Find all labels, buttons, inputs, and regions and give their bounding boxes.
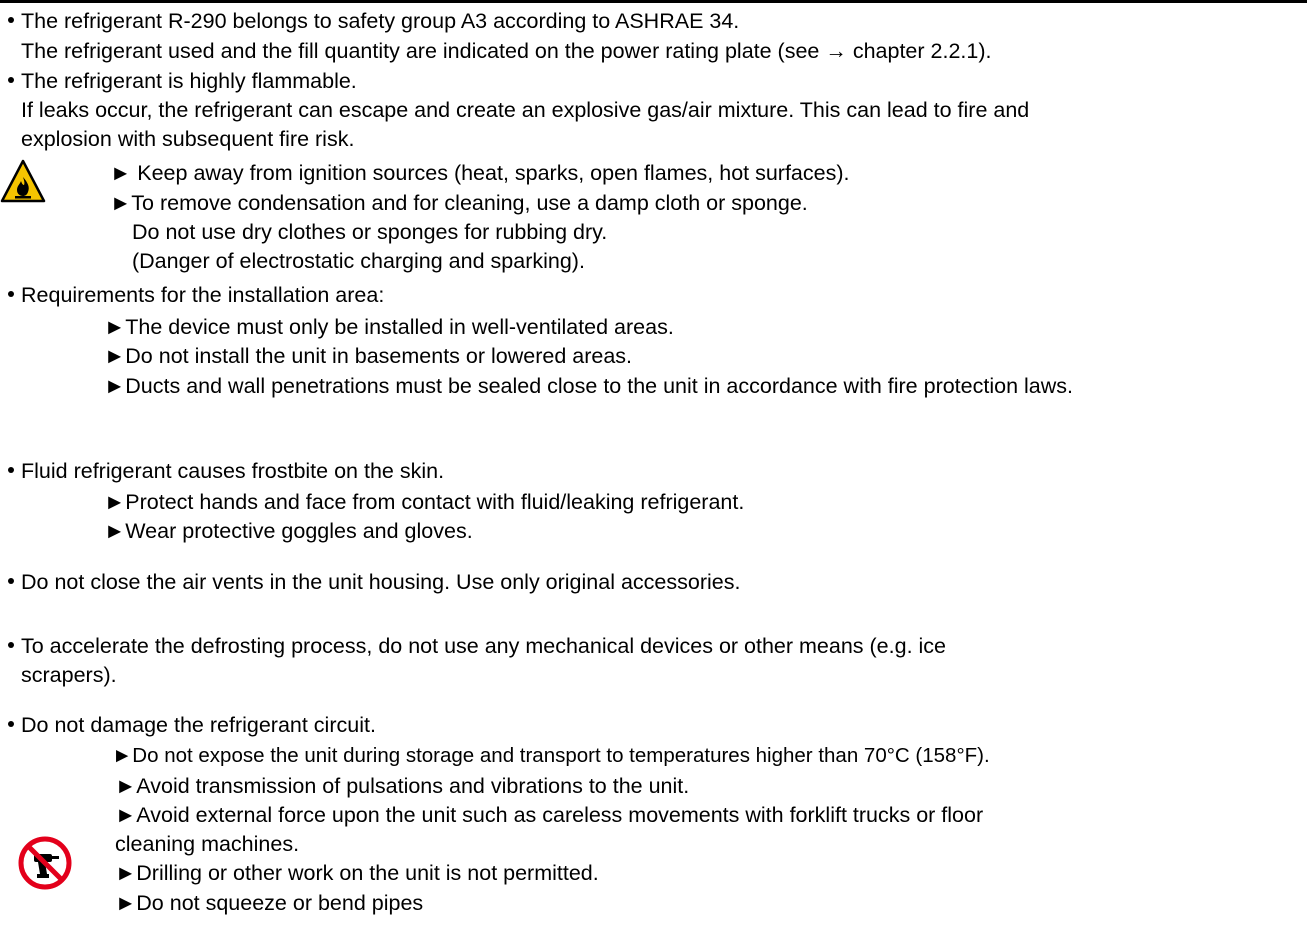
text-line: Do not expose the unit during storage and transport to temperatures higher than 70°C (158°F). [132,744,990,767]
list-item [8,282,384,308]
text-line: scrapers). [21,663,117,687]
bullet-icon [8,291,14,297]
bullet-icon [8,642,14,648]
arrow-icon: ► [104,519,126,543]
list-item [115,860,599,886]
list-item [110,160,849,186]
text-line: The refrigerant R-290 belongs to safety group A3 according to ASHRAE 34. [21,9,740,33]
text-line: To accelerate the defrosting process, do not use any mechanical devices or other means (e.g. ice [21,634,947,658]
list-item [115,773,689,799]
arrow-icon: ► [104,374,126,398]
text-line: Do not use dry clothes or sponges for rubbing dry. [132,220,608,244]
text-line: The refrigerant is highly flammable. [21,69,357,93]
arrow-icon: ► [104,315,126,339]
bullet-icon [8,77,14,83]
text-line: Protect hands and face from contact with fluid/leaking refrigerant. [125,490,745,514]
list-item [115,890,423,916]
list-item [104,343,632,369]
list-item [112,743,990,769]
bullet-icon [8,17,14,23]
bullet-icon [8,467,14,473]
text-line: If leaks occur, the refrigerant can escape and create an explosive gas/air mixture. This can lead to fire and [21,98,1030,122]
no-drilling-icon [18,836,72,890]
list-item [104,489,744,515]
text-line: Requirements for the installation area: [21,283,385,307]
text-line: Drilling or other work on the unit is not permitted. [136,861,599,885]
text-line: To remove condensation and for cleaning, use a damp cloth or sponge. [131,191,808,215]
arrow-icon: ► [104,490,126,514]
text-line: Wear protective goggles and gloves. [125,519,473,543]
arrow-icon: ► [112,744,133,767]
list-item [8,458,444,484]
text-line: Do not squeeze or bend pipes [136,891,424,915]
arrow-icon: ► [115,861,137,885]
arrow-icon: ► [115,774,137,798]
text-line: Keep away from ignition sources (heat, sparks, open flames, hot surfaces). [131,161,850,185]
bullet-icon [8,578,14,584]
list-item [8,8,739,34]
text-line: (Danger of electrostatic charging and sparking). [132,249,585,273]
list-item [8,712,376,738]
arrow-icon: ► [115,891,137,915]
text-line: Fluid refrigerant causes frostbite on the skin. [21,459,445,483]
list-item [8,569,740,595]
list-item [104,518,473,544]
text-line: Do not close the air vents in the unit housing. Use only original accessories. [21,570,741,594]
list-item [8,633,946,659]
flammable-warning-icon [0,159,46,204]
list-item [8,68,357,94]
arrow-icon: ► [110,161,132,185]
text-line: Ducts and wall penetrations must be sealed close to the unit in accordance with fire protection laws. [125,374,1073,398]
list-item [115,802,983,828]
text-line: cleaning machines. [115,832,300,856]
list-item [110,190,808,216]
arrow-icon: ► [110,191,132,215]
list-item [104,373,1073,399]
list-item [104,314,674,340]
text-line: The device must only be installed in well-ventilated areas. [125,315,674,339]
top-rule [0,0,1307,3]
arrow-icon: ► [115,803,137,827]
text-line: The refrigerant used and the fill quantity are indicated on the power rating plate (see → chapter 2.2.1). [21,39,992,63]
text-line: Avoid transmission of pulsations and vibrations to the unit. [136,774,690,798]
text-line: Do not install the unit in basements or lowered areas. [125,344,633,368]
text-line: Avoid external force upon the unit such as careless movements with forklift trucks or floor [136,803,984,827]
text-line: explosion with subsequent fire risk. [21,127,355,151]
bullet-icon [8,721,14,727]
text-line: Do not damage the refrigerant circuit. [21,713,376,737]
arrow-icon: ► [104,344,126,368]
